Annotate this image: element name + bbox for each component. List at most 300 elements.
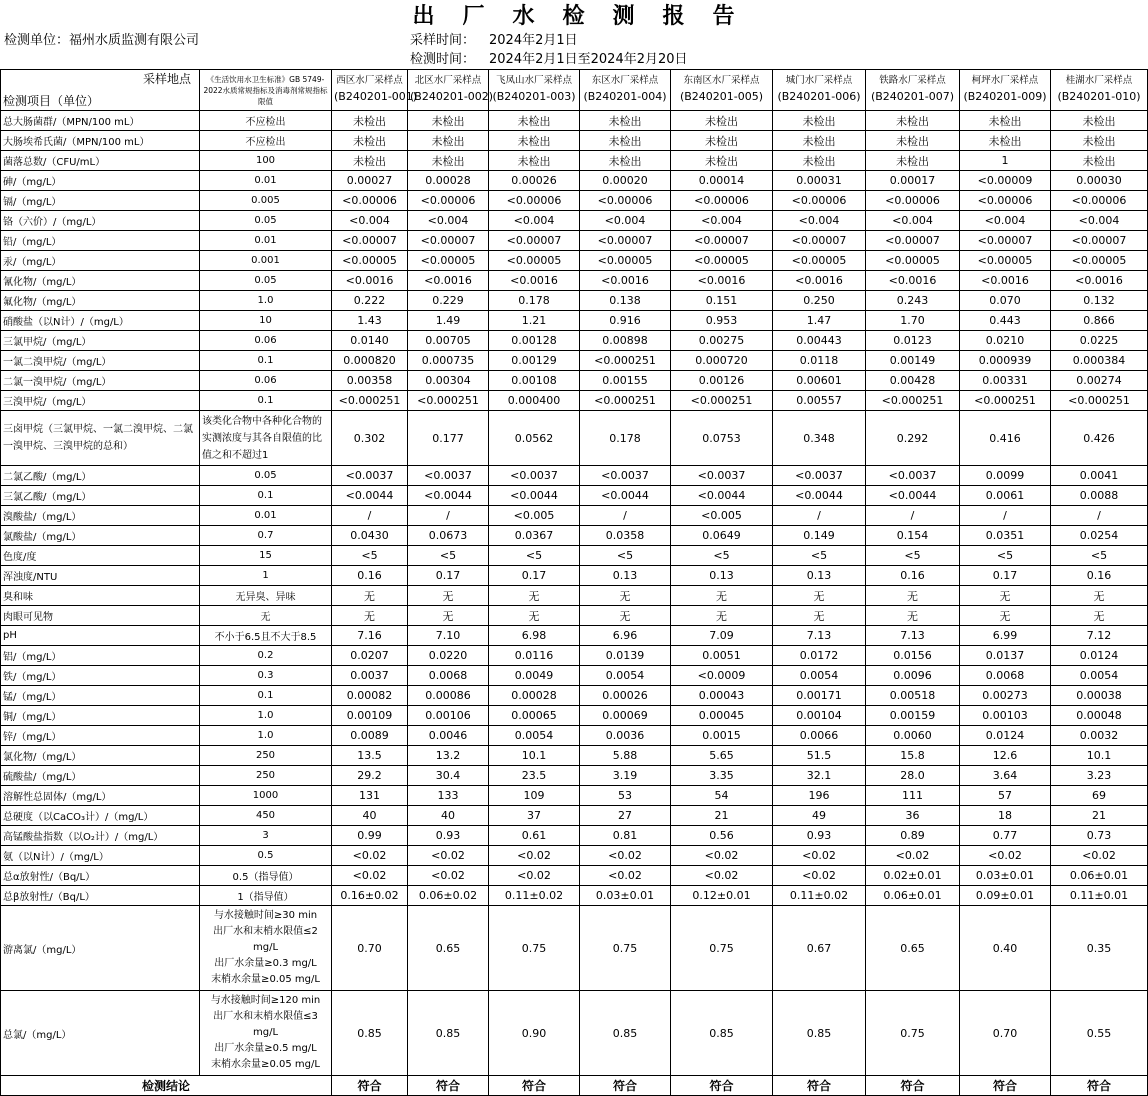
result-cell: 0.0137: [960, 646, 1051, 666]
result-cell: 0.77: [960, 826, 1051, 846]
test-item: 总硬度（以CaCO₃计）/（mg/L）: [1, 806, 200, 826]
standard-line: 末梢水余量≥0.05 mg/L: [211, 974, 320, 985]
test-item: 三氯乙酸/（mg/L）: [1, 486, 200, 506]
test-item: 二氯一溴甲烷/（mg/L）: [1, 371, 200, 391]
result-cell: 7.09: [671, 626, 773, 646]
result-cell: 未检出: [580, 111, 671, 131]
result-cell: 5.88: [580, 746, 671, 766]
table-row: [1, 371, 1148, 391]
standard-limit: 0.5（指导值）: [200, 866, 332, 886]
result-cell: 0.73: [1051, 826, 1148, 846]
result-cell: 0.000400: [489, 391, 580, 411]
table-row: [1, 906, 1148, 991]
standard-limit: 0.1: [200, 486, 332, 506]
result-cell: 无: [332, 586, 408, 606]
standard-line: 出厂水余量≥0.3 mg/L: [214, 958, 317, 969]
result-cell: <0.0044: [489, 486, 580, 506]
table-row: [1, 526, 1148, 546]
result-cell: <0.0044: [408, 486, 489, 506]
result-cell: 未检出: [1051, 111, 1148, 131]
result-cell: 无: [580, 586, 671, 606]
result-cell: 0.35: [1051, 906, 1148, 991]
result-cell: 0.0358: [580, 526, 671, 546]
table-row: [1, 786, 1148, 806]
result-cell: 未检出: [866, 111, 960, 131]
table-row: [1, 231, 1148, 251]
result-cell: 0.00104: [773, 706, 866, 726]
result-cell: 0.67: [773, 906, 866, 991]
test-item: 臭和味: [1, 586, 200, 606]
standard-limit: 1（指导值）: [200, 886, 332, 906]
result-cell: 0.0068: [960, 666, 1051, 686]
result-cell: 无: [671, 586, 773, 606]
test-item: 二氯乙酸/（mg/L）: [1, 466, 200, 486]
table-row: [1, 271, 1148, 291]
result-cell: <0.02: [489, 846, 580, 866]
table-row: [1, 331, 1148, 351]
result-cell: 无: [489, 606, 580, 626]
result-cell: <0.02: [580, 866, 671, 886]
test-item: 浑浊度/NTU: [1, 566, 200, 586]
standard-limit: 10: [200, 311, 332, 331]
conclusion-cell: 符合: [960, 1076, 1051, 1096]
result-cell: <0.00006: [580, 191, 671, 211]
result-cell: 0.00065: [489, 706, 580, 726]
result-cell: 0.00358: [332, 371, 408, 391]
site-name: 柯坪水厂采样点: [971, 75, 1039, 86]
result-cell: 7.12: [1051, 626, 1148, 646]
result-cell: 15.8: [866, 746, 960, 766]
result-cell: 未检出: [332, 151, 408, 171]
standard-line: 出厂水和末梢水限值≤2: [213, 926, 318, 937]
result-cell: <0.00007: [671, 231, 773, 251]
result-cell: <5: [773, 546, 866, 566]
standard-limit: 100: [200, 151, 332, 171]
result-cell: 未检出: [489, 111, 580, 131]
result-cell: 0.000735: [408, 351, 489, 371]
result-cell: <0.00006: [671, 191, 773, 211]
result-cell: 0.00027: [332, 171, 408, 191]
result-cell: <0.02: [671, 846, 773, 866]
result-cell: 未检出: [408, 111, 489, 131]
test-time-label: 检测时间：: [410, 52, 476, 67]
table-row: [1, 686, 1148, 706]
result-cell: 40: [408, 806, 489, 826]
standard-line: 与水接触时间≥120 min: [210, 995, 321, 1006]
result-cell: 0.00106: [408, 706, 489, 726]
result-cell: 0.00031: [773, 171, 866, 191]
test-item: 大肠埃希氏菌/（MPN/100 mL）: [1, 131, 200, 151]
standard-limit: 无: [200, 606, 332, 626]
result-cell: 0.250: [773, 291, 866, 311]
result-cell: 0.12±0.01: [671, 886, 773, 906]
result-cell: 无: [960, 606, 1051, 626]
conclusion-cell: 符合: [671, 1076, 773, 1096]
site-name: 北区水厂采样点: [414, 75, 482, 86]
result-cell: 7.16: [332, 626, 408, 646]
result-cell: 未检出: [671, 131, 773, 151]
result-cell: 3.23: [1051, 766, 1148, 786]
standard-limit: 该类化合物中各种化合物的实测浓度与其各自限值的比值之和不超过1: [200, 411, 332, 466]
result-cell: <0.005: [489, 506, 580, 526]
result-cell: 未检出: [1051, 151, 1148, 171]
result-cell: <0.00006: [866, 191, 960, 211]
result-cell: <0.004: [866, 211, 960, 231]
standard-limit: 1: [200, 566, 332, 586]
result-cell: 29.2: [332, 766, 408, 786]
standard-limit: 0.001: [200, 251, 332, 271]
sample-code: (B240201-002): [410, 90, 494, 103]
result-cell: 0.56: [671, 826, 773, 846]
standard-limit: 无异臭、异味: [200, 586, 332, 606]
result-cell: 0.99: [332, 826, 408, 846]
test-item: 三卤甲烷（三氯甲烷、一氯二溴甲烷、二氯一溴甲烷、三溴甲烷的总和）: [1, 411, 200, 466]
test-item: 铬（六价）/（mg/L）: [1, 211, 200, 231]
result-cell: 0.0673: [408, 526, 489, 546]
test-item: 三氯甲烷/（mg/L）: [1, 331, 200, 351]
result-cell: 0.00020: [580, 171, 671, 191]
result-cell: 0.00103: [960, 706, 1051, 726]
test-item: 溶解性总固体/（mg/L）: [1, 786, 200, 806]
standard-limit: 0.05: [200, 466, 332, 486]
sample-code: (B240201-006): [777, 90, 861, 103]
result-cell: 0.916: [580, 311, 671, 331]
result-cell: 0.85: [580, 991, 671, 1076]
result-cell: 1.70: [866, 311, 960, 331]
site-name: 桂湖水厂采样点: [1065, 75, 1133, 86]
result-cell: 0.00045: [671, 706, 773, 726]
result-cell: <0.000251: [866, 391, 960, 411]
result-cell: 0.0089: [332, 726, 408, 746]
standard-limit: 0.3: [200, 666, 332, 686]
result-cell: <0.00006: [489, 191, 580, 211]
result-cell: 0.426: [1051, 411, 1148, 466]
sample-time-label: 采样时间：: [410, 33, 476, 48]
report-title: [0, 2, 1147, 32]
result-cell: <0.02: [408, 846, 489, 866]
result-cell: 0.85: [773, 991, 866, 1076]
table-row: [1, 411, 1148, 466]
test-item: 砷/（mg/L）: [1, 171, 200, 191]
result-cell: <0.00007: [773, 231, 866, 251]
result-cell: 0.177: [408, 411, 489, 466]
result-cell: <0.0016: [408, 271, 489, 291]
result-cell: 0.85: [671, 991, 773, 1076]
result-cell: 无: [773, 586, 866, 606]
result-cell: 0.00149: [866, 351, 960, 371]
result-cell: 1: [960, 151, 1051, 171]
table-row: [1, 311, 1148, 331]
header-row: [1, 70, 1148, 111]
result-cell: 0.0051: [671, 646, 773, 666]
result-cell: 0.866: [1051, 311, 1148, 331]
conclusion-cell: 符合: [773, 1076, 866, 1096]
test-item: 总β放射性/（Bq/L）: [1, 886, 200, 906]
standard-limit: 0.06: [200, 331, 332, 351]
table-row: [1, 846, 1148, 866]
header-site-cell: [408, 70, 494, 111]
result-cell: 18: [960, 806, 1051, 826]
result-cell: 0.0220: [408, 646, 489, 666]
result-cell: <0.00005: [960, 251, 1051, 271]
test-item: 总氯/（mg/L）: [1, 991, 200, 1076]
sample-code: (B240201-005): [679, 90, 764, 103]
result-cell: <0.004: [408, 211, 489, 231]
table-row: [1, 151, 1148, 171]
testing-unit: 检测单位：福州水质监测有限公司: [4, 33, 200, 48]
result-cell: <0.004: [332, 211, 408, 231]
result-cell: 0.11±0.01: [1051, 886, 1148, 906]
result-cell: 0.0046: [408, 726, 489, 746]
title-char: 厂: [462, 4, 485, 29]
result-cell: <0.02: [489, 866, 580, 886]
result-cell: <0.00005: [866, 251, 960, 271]
title-char: 检: [562, 4, 585, 29]
result-cell: <0.0044: [580, 486, 671, 506]
table-row: [1, 466, 1148, 486]
result-cell: 0.00043: [671, 686, 773, 706]
conclusion-cell: 符合: [1051, 1076, 1148, 1096]
result-cell: 0.0124: [960, 726, 1051, 746]
result-cell: 无: [1051, 586, 1148, 606]
result-cell: 未检出: [332, 131, 408, 151]
result-cell: 0.0351: [960, 526, 1051, 546]
result-cell: <0.00005: [580, 251, 671, 271]
result-cell: 6.99: [960, 626, 1051, 646]
result-cell: <0.004: [1051, 211, 1148, 231]
result-cell: 0.00159: [866, 706, 960, 726]
result-cell: 7.13: [773, 626, 866, 646]
site-name: 城门水厂采样点: [785, 75, 853, 86]
header-site-cell: [773, 70, 866, 111]
result-cell: 0.149: [773, 526, 866, 546]
result-cell: 0.416: [960, 411, 1051, 466]
result-cell: <0.00005: [489, 251, 580, 271]
test-item: 氰化物/（mg/L）: [1, 271, 200, 291]
table-row: [1, 991, 1148, 1076]
standard-limit: 0.05: [200, 211, 332, 231]
result-cell: <0.0037: [671, 466, 773, 486]
result-cell: 1.43: [332, 311, 408, 331]
result-cell: <0.000251: [960, 391, 1051, 411]
result-cell: 0.0041: [1051, 466, 1148, 486]
test-time-value: 2024年2月1日至2024年2月20日: [489, 52, 688, 67]
standard-limit: 0.05: [200, 271, 332, 291]
result-cell: 7.10: [408, 626, 489, 646]
result-cell: <0.02: [960, 846, 1051, 866]
result-cell: 7.13: [866, 626, 960, 646]
sample-code: (B240201-001): [334, 90, 418, 103]
result-cell: 0.03±0.01: [580, 886, 671, 906]
result-cell: <0.00005: [773, 251, 866, 271]
test-item: 锌/（mg/L）: [1, 726, 200, 746]
result-cell: 36: [866, 806, 960, 826]
table-row: [1, 626, 1148, 646]
result-cell: 0.11±0.02: [489, 886, 580, 906]
result-cell: 0.70: [332, 906, 408, 991]
result-cell: 无: [580, 606, 671, 626]
result-cell: 1.21: [489, 311, 580, 331]
result-cell: <0.00007: [960, 231, 1051, 251]
test-item: 氟化物/（mg/L）: [1, 291, 200, 311]
result-cell: 0.0032: [1051, 726, 1148, 746]
result-cell: <0.0016: [773, 271, 866, 291]
result-cell: 未检出: [960, 111, 1051, 131]
header-site-cell: [580, 70, 671, 111]
standard-limit: 0.2: [200, 646, 332, 666]
result-cell: 0.0649: [671, 526, 773, 546]
site-name: 东区水厂采样点: [591, 75, 659, 86]
test-item: 三溴甲烷/（mg/L）: [1, 391, 200, 411]
result-cell: 10.1: [489, 746, 580, 766]
standard-limit: 0.1: [200, 391, 332, 411]
table-row: [1, 211, 1148, 231]
result-cell: 无: [671, 606, 773, 626]
standard-line: mg/L: [252, 942, 279, 953]
result-cell: 未检出: [408, 151, 489, 171]
results-table: [0, 69, 1148, 1096]
result-cell: <0.0016: [489, 271, 580, 291]
result-cell: 0.11±0.02: [773, 886, 866, 906]
standard-limit: 0.7: [200, 526, 332, 546]
result-cell: 0.00028: [489, 686, 580, 706]
result-cell: <5: [408, 546, 489, 566]
result-cell: 0.0123: [866, 331, 960, 351]
result-cell: 0.00557: [773, 391, 866, 411]
test-item: 氨（以N计）/（mg/L）: [1, 846, 200, 866]
table-row: [1, 746, 1148, 766]
result-cell: 0.00086: [408, 686, 489, 706]
test-item: 硝酸盐（以N计）/（mg/L）: [1, 311, 200, 331]
site-name: 东南区水厂采样点: [683, 75, 760, 86]
result-cell: <0.02: [580, 846, 671, 866]
sample-code: (B240201-009): [963, 90, 1047, 103]
result-cell: <0.02: [408, 866, 489, 886]
title-char: 出: [412, 4, 435, 29]
result-cell: 0.00014: [671, 171, 773, 191]
result-cell: 0.138: [580, 291, 671, 311]
test-item: 色度/度: [1, 546, 200, 566]
result-cell: 23.5: [489, 766, 580, 786]
result-cell: 未检出: [580, 151, 671, 171]
standard-limit: 1.0: [200, 706, 332, 726]
corner-test-item: 检测项目（单位）: [3, 94, 100, 108]
result-cell: 0.0225: [1051, 331, 1148, 351]
result-cell: 0.00273: [960, 686, 1051, 706]
result-cell: 0.0124: [1051, 646, 1148, 666]
result-cell: 0.93: [773, 826, 866, 846]
result-cell: 0.0054: [773, 666, 866, 686]
result-cell: <5: [489, 546, 580, 566]
table-row: [1, 251, 1148, 271]
title-char: 测: [612, 4, 635, 29]
result-cell: 0.0054: [580, 666, 671, 686]
result-cell: 3.64: [960, 766, 1051, 786]
result-cell: 0.00898: [580, 331, 671, 351]
result-cell: <0.00006: [1051, 191, 1148, 211]
result-cell: 0.00082: [332, 686, 408, 706]
header-standard: [200, 70, 332, 111]
result-cell: 无: [408, 606, 489, 626]
result-cell: 0.00069: [580, 706, 671, 726]
result-cell: <0.02: [773, 846, 866, 866]
result-cell: 49: [773, 806, 866, 826]
table-row: [1, 706, 1148, 726]
result-cell: 0.90: [489, 991, 580, 1076]
result-cell: <0.02: [332, 846, 408, 866]
result-cell: 0.0562: [489, 411, 580, 466]
test-item: 游离氯/（mg/L）: [1, 906, 200, 991]
result-cell: <0.02: [332, 866, 408, 886]
standard-limit: [200, 991, 332, 1076]
corner-sampling-site: 采样地点: [142, 72, 191, 86]
standard-limit: 0.005: [200, 191, 332, 211]
result-cell: 69: [1051, 786, 1148, 806]
result-cell: 未检出: [773, 131, 866, 151]
result-cell: <0.000251: [332, 391, 408, 411]
result-cell: <0.00006: [332, 191, 408, 211]
result-cell: <0.0016: [580, 271, 671, 291]
result-cell: 0.06±0.01: [1051, 866, 1148, 886]
test-item: 汞/（mg/L）: [1, 251, 200, 271]
standard-limit: 0.01: [200, 506, 332, 526]
result-cell: 57: [960, 786, 1051, 806]
header-site-cell: [1051, 70, 1148, 111]
result-cell: <0.00006: [773, 191, 866, 211]
result-cell: 0.00128: [489, 331, 580, 351]
result-cell: 0.0210: [960, 331, 1051, 351]
result-cell: 13.2: [408, 746, 489, 766]
result-cell: 0.00155: [580, 371, 671, 391]
result-cell: <0.0037: [866, 466, 960, 486]
result-cell: 0.61: [489, 826, 580, 846]
result-cell: <0.00009: [960, 171, 1051, 191]
result-cell: 0.16: [332, 566, 408, 586]
result-cell: <0.005: [671, 506, 773, 526]
table-row: [1, 391, 1148, 411]
result-cell: 1.49: [408, 311, 489, 331]
result-cell: <0.0016: [671, 271, 773, 291]
test-item: 铜/（mg/L）: [1, 706, 200, 726]
result-cell: <0.000251: [580, 351, 671, 371]
result-cell: <5: [332, 546, 408, 566]
test-item: 总α放射性/（Bq/L）: [1, 866, 200, 886]
result-cell: 0.75: [671, 906, 773, 991]
result-cell: 10.1: [1051, 746, 1148, 766]
result-cell: <0.004: [580, 211, 671, 231]
standard-limit: 0.1: [200, 351, 332, 371]
result-cell: <0.00005: [671, 251, 773, 271]
result-cell: 0.16: [1051, 566, 1148, 586]
result-cell: <0.0009: [671, 666, 773, 686]
result-cell: 0.81: [580, 826, 671, 846]
standard-limit: 0.01: [200, 171, 332, 191]
result-cell: <0.00005: [332, 251, 408, 271]
result-cell: <0.0016: [960, 271, 1051, 291]
standard-limit: 450: [200, 806, 332, 826]
result-cell: /: [332, 506, 408, 526]
result-cell: 0.02±0.01: [866, 866, 960, 886]
result-cell: 54: [671, 786, 773, 806]
result-cell: 0.0015: [671, 726, 773, 746]
standard-label: 《生活饮用水卫生标准》GB 5749-2022水质常规指标及消毒剂常规指标限值: [203, 74, 328, 106]
result-cell: 109: [489, 786, 580, 806]
result-cell: 0.55: [1051, 991, 1148, 1076]
test-item: 肉眼可见物: [1, 606, 200, 626]
result-cell: <0.00007: [408, 231, 489, 251]
standard-limit: 0.1: [200, 686, 332, 706]
test-item: pH: [1, 626, 200, 646]
